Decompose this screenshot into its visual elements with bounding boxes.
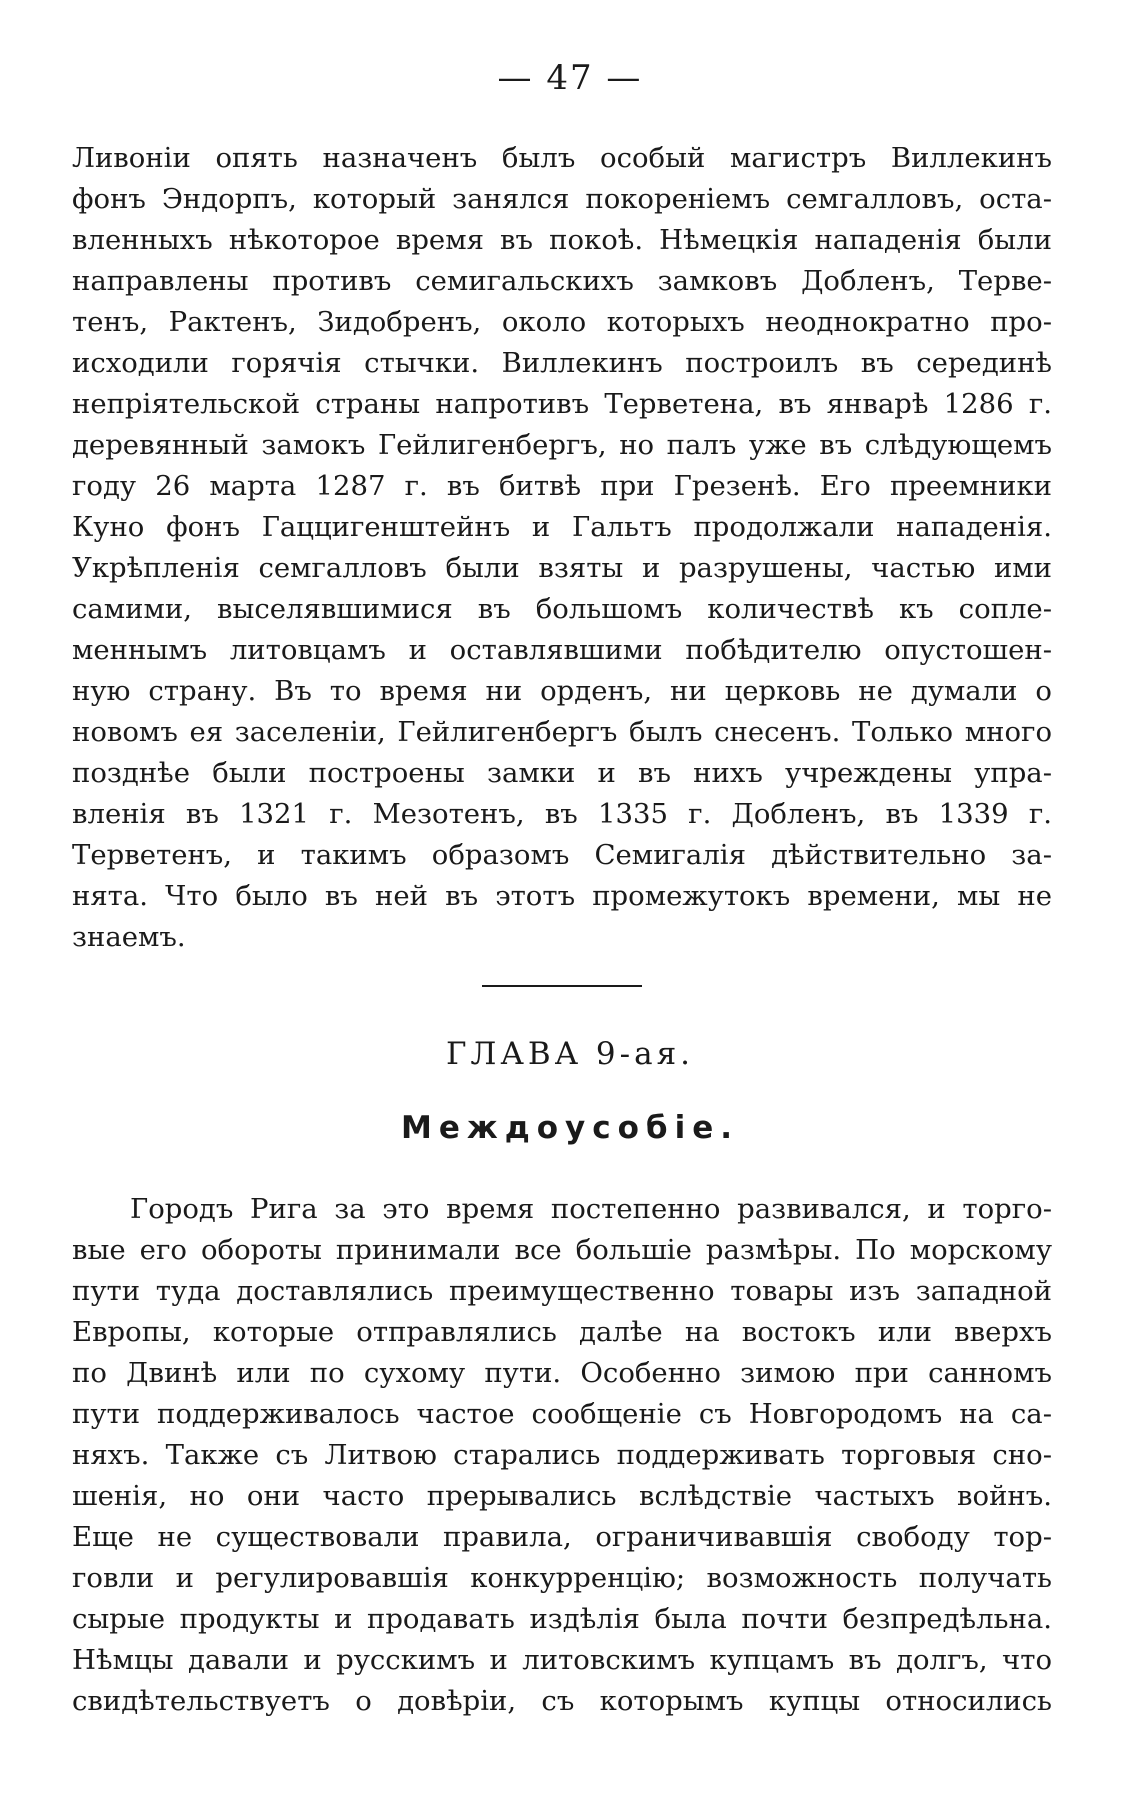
text-line: пути туда доставлялись преимущественно товары изъ западной (72, 1275, 1052, 1307)
text-line: деревянный замокъ Гейлигенбергъ, но палъ уже въ слѣдующемъ (72, 429, 1052, 461)
text-line: Еще не существовали правила, ограничивавшія свободу тор- (72, 1521, 1052, 1553)
text-line: шенія, но они часто прерывались вслѣдствіе частыхъ войнъ. (72, 1480, 1052, 1512)
text-line: Нѣмцы давали и русскимъ и литовскимъ купцамъ въ долгъ, что (72, 1644, 1052, 1676)
page-number: — 47 — (497, 58, 643, 98)
text-line: Городъ Рига за это время постепенно развивался, и торго- (130, 1193, 1052, 1225)
chapter-heading: ГЛАВА 9-ая. (445, 1036, 695, 1072)
text-line: году 26 марта 1287 г. въ битвѣ при Грезенѣ. Его преемники (72, 470, 1052, 502)
section-divider (482, 985, 642, 987)
text-line: по Двинѣ или по сухому пути. Особенно зимою при санномъ (72, 1357, 1052, 1389)
text-line: меннымъ литовцамъ и оставлявшими побѣдителю опустошен- (72, 634, 1052, 666)
text-line: свидѣтельствуетъ о довѣріи, съ которымъ купцы относились (72, 1685, 1052, 1717)
paragraph-continued (72, 138, 1052, 958)
text-line: тенъ, Рактенъ, Зидобренъ, около которыхъ неоднократно про- (72, 306, 1052, 338)
text-line: фонъ Эндорпъ, который занялся покореніемъ семгалловъ, оста- (72, 183, 1052, 215)
text-line: вленныхъ нѣкоторое время въ покоѣ. Нѣмецкія нападенія были (72, 224, 1052, 256)
text-line: вленія въ 1321 г. Мезотенъ, въ 1335 г. Добленъ, въ 1339 г. (72, 798, 1052, 830)
text-line: новомъ ея заселеніи, Гейлигенбергъ былъ снесенъ. Только много (72, 716, 1052, 748)
text-line: Европы, которые отправлялись далѣе на востокъ или вверхъ (72, 1316, 1052, 1348)
text-line: Терветенъ, и такимъ образомъ Семигалія дѣйствительно за- (72, 839, 1052, 871)
text-line: Ливоніи опять назначенъ былъ особый магистръ Виллекинъ (72, 142, 1052, 174)
text-line: направлены противъ семигальскихъ замковъ Добленъ, Терве- (72, 265, 1052, 297)
text-line: непріятельской страны напротивъ Терветена, въ январѣ 1286 г. (72, 388, 1052, 420)
text-line: вые его обороты принимали все большіе размѣры. По морскому (72, 1234, 1052, 1266)
text-line: говли и регулировавшія конкурренцію; возможность получать (72, 1562, 1052, 1594)
text-line: исходили горячія стычки. Виллекинъ построилъ въ серединѣ (72, 347, 1052, 379)
text-line: Куно фонъ Гаццигенштейнъ и Гальтъ продолжали нападенія. (72, 511, 1052, 543)
chapter-title: Междоусобіе. (400, 1110, 739, 1146)
chapter-paragraph (72, 1189, 1052, 1722)
text-line: нята. Что было въ ней въ этотъ промежутокъ времени, мы не (72, 880, 1052, 912)
text-line: няхъ. Также съ Литвою старались поддерживать торговыя сно- (72, 1439, 1052, 1471)
text-line: ную страну. Въ то время ни орденъ, ни церковь не думали о (72, 675, 1052, 707)
text-line: Укрѣпленія семгалловъ были взяты и разрушены, частью ими (72, 552, 1052, 584)
text-line: сырые продукты и продавать издѣлія была почти безпредѣльна. (72, 1603, 1052, 1635)
text-line: пути поддерживалось частое сообщеніе съ Новгородомъ на са- (72, 1398, 1052, 1430)
text-line: позднѣе были построены замки и въ нихъ учреждены упра- (72, 757, 1052, 789)
text-line: знаемъ. (72, 921, 186, 953)
text-line: самими, выселявшимися въ большомъ количествѣ къ сопле- (72, 593, 1052, 625)
